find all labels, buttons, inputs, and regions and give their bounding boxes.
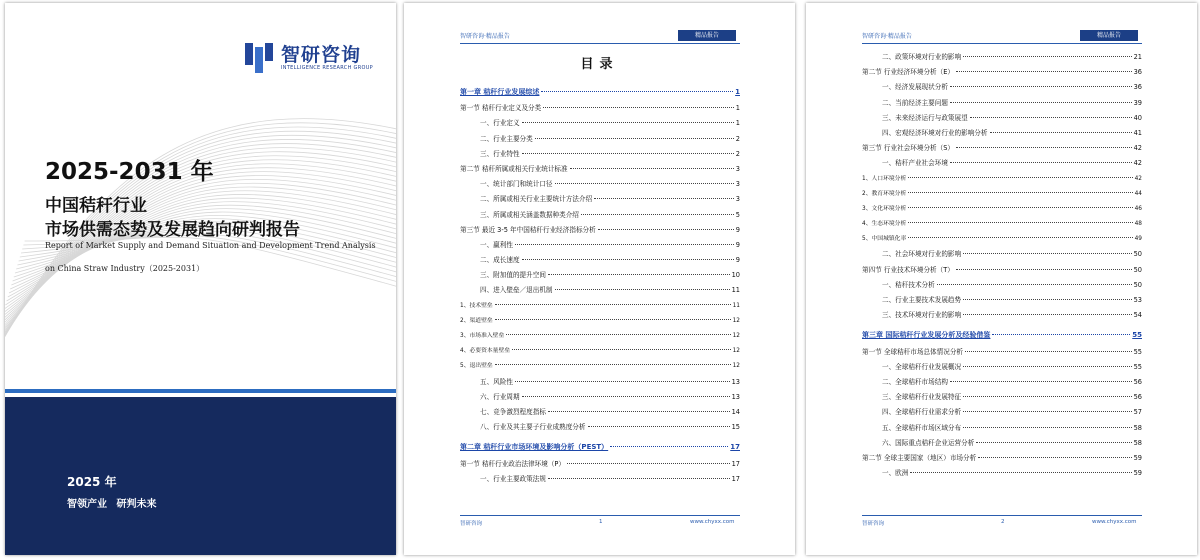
toc-entry-page: 3 (735, 195, 740, 204)
toc-entry-page: 9 (735, 256, 740, 265)
toc-entry[interactable] (862, 294, 1142, 309)
toc-entry-page: 57 (1133, 408, 1142, 417)
dot-leader (522, 396, 730, 397)
toc-entry-page: 2 (735, 149, 740, 158)
toc-entry-page: 12 (732, 333, 740, 339)
toc-entry-page: 3 (735, 180, 740, 189)
toc-entry[interactable] (460, 421, 740, 436)
toc-entry-page: 12 (732, 363, 740, 370)
dot-leader (535, 138, 734, 139)
toc-entry-title: 第二节 秸秆所属或相关行业统计标准 (460, 164, 568, 173)
toc-entry-page: 9 (735, 225, 740, 234)
toc-entry-title: 四、进入壁垒／退出机制 (480, 286, 553, 295)
toc-entry-title: 三、所属或相关涵盖数据种类介绍 (480, 210, 579, 219)
toc-entry-title: 二、成长速度 (480, 256, 520, 265)
toc-entry[interactable] (862, 218, 1142, 233)
toc-entry-page: 9 (735, 240, 740, 249)
toc-entry-title: 第一节 秸秆行业政治法律环境（P） (460, 459, 565, 468)
dot-leader (908, 207, 1132, 208)
toc-entry-page: 1 (735, 88, 740, 96)
toc-entry-page: 46 (1134, 205, 1142, 212)
toc-entry-title: 第二章 秸秆行业市场环境及影响分析（PEST） (460, 443, 609, 452)
toc-entry-title: 六、国际重点秸秆企业运营分析 (882, 438, 975, 447)
toc-chapter-entry[interactable] (460, 87, 740, 102)
dot-leader (963, 299, 1131, 300)
toc-entry[interactable] (862, 346, 1142, 361)
toc-entry-page: 50 (1133, 265, 1142, 274)
dot-leader (522, 259, 734, 260)
report-cover-page (5, 3, 396, 555)
dot-leader (910, 472, 1131, 473)
toc-entry[interactable] (460, 102, 740, 117)
dot-leader (908, 192, 1132, 193)
dot-leader (598, 229, 734, 230)
dot-leader (522, 153, 734, 154)
dot-leader (543, 107, 734, 108)
toc-entry[interactable] (862, 376, 1142, 391)
toc-entry[interactable] (460, 133, 740, 148)
toc-entry-page: 58 (1133, 438, 1142, 447)
toc-entry-title: 5、中国城镇化率 (862, 236, 907, 243)
cover-divider (5, 389, 396, 393)
toc-entry-title: 4、生态环境分析 (862, 221, 907, 228)
toc-entry-page: 59 (1133, 469, 1142, 478)
toc-entry-title: 二、行业主要分类 (480, 134, 533, 143)
toc-entry[interactable] (862, 391, 1142, 406)
toc-entry[interactable] (862, 66, 1142, 81)
toc-entry-page: 59 (1133, 453, 1142, 462)
toc-entry-title: 一、统计部门和统计口径 (480, 180, 553, 189)
toc-entry[interactable] (862, 97, 1142, 112)
toc-entry[interactable] (460, 284, 740, 299)
toc-entry-title: 5、退出壁垒 (460, 363, 493, 370)
toc-entry-page: 11 (732, 302, 740, 309)
toc-entry-title: 2、教育环境分析 (862, 190, 907, 197)
toc-entry-title: 3、文化环境分析 (862, 205, 907, 212)
toc-entry[interactable] (862, 81, 1142, 96)
dot-leader (956, 147, 1132, 148)
dot-leader (992, 334, 1130, 335)
footer-brand: 智研咨询 (460, 521, 483, 527)
toc-entry-title: 一、赢利性 (480, 240, 513, 249)
toc-entry-title: 一、欧洲 (882, 469, 909, 478)
page-header-tag: 精品报告 (678, 30, 736, 41)
toc-entry[interactable] (460, 193, 740, 208)
toc-entry-title: 一、秸秆技术分析 (882, 280, 935, 289)
toc-entry-title: 六、行业周期 (480, 392, 520, 401)
dot-leader (570, 168, 734, 169)
dot-leader (506, 334, 730, 335)
toc-entry-page: 44 (1134, 190, 1142, 197)
footer-rule (460, 515, 740, 516)
dot-leader (963, 314, 1131, 315)
toc-entry[interactable] (460, 345, 740, 360)
toc-entry[interactable] (460, 163, 740, 178)
toc-entry-page: 1 (735, 104, 740, 113)
toc-entry[interactable] (862, 361, 1142, 376)
toc-entry-page: 5 (735, 210, 740, 219)
header-rule (862, 43, 1142, 44)
toc-entry[interactable] (460, 315, 740, 330)
dot-leader (548, 478, 730, 479)
toc-entry-title: 第三章 国际秸秆行业发展分析及经验借鉴 (862, 331, 991, 340)
footer-website: www.chyxx.com (690, 519, 735, 525)
toc-entry-title: 第一节 秸秆行业定义及分类 (460, 104, 542, 113)
toc-entry-page: 1 (735, 119, 740, 128)
toc-entry[interactable] (460, 239, 740, 254)
dot-leader (522, 122, 734, 123)
toc-entry[interactable] (862, 51, 1142, 66)
dot-leader (495, 364, 731, 365)
toc-entry-title: 第一节 全球秸秆市场总体情况分析 (862, 347, 964, 356)
toc-entry[interactable] (460, 330, 740, 345)
toc-entry-page: 55 (1132, 331, 1142, 340)
toc-entry[interactable] (862, 203, 1142, 218)
toc-entry-title: 三、未来经济运行与政策展望 (882, 113, 968, 122)
dot-leader (937, 284, 1132, 285)
toc-entry-page: 3 (735, 164, 740, 173)
toc-entry-title: 一、行业主要政策法规 (480, 474, 546, 483)
toc-entry-title: 二、政策环境对行业的影响 (882, 53, 962, 61)
toc-entry[interactable] (460, 376, 740, 391)
toc-entry-page: 2 (735, 134, 740, 143)
toc-entry-title: 第二节 行业经济环境分析（E） (862, 68, 954, 77)
toc-entry-page: 41 (1133, 128, 1142, 137)
toc-entry-page: 53 (1133, 296, 1142, 304)
toc-entry-title: 三、全球秸秆行业发展特征 (882, 393, 962, 402)
dot-leader (567, 463, 730, 464)
toc-entry[interactable] (862, 309, 1142, 324)
toc-entry[interactable] (460, 473, 740, 488)
dot-leader (950, 86, 1132, 87)
dot-leader (963, 396, 1131, 397)
dot-leader (515, 381, 730, 382)
dot-leader (950, 102, 1132, 103)
dot-leader (908, 237, 1132, 238)
toc-entry-title: 二、当前经济主要问题 (882, 98, 948, 107)
dot-leader (963, 411, 1131, 412)
toc-entry-title: 1、人口环境分析 (862, 175, 907, 182)
toc-title: 目录 (580, 57, 619, 72)
toc-list (862, 51, 1142, 482)
toc-entry-page: 58 (1133, 423, 1142, 432)
toc-entry-title: 二、社会环境对行业的影响 (882, 250, 962, 259)
toc-entry-page: 17 (730, 443, 740, 452)
toc-page-2 (806, 3, 1197, 555)
dot-leader (956, 269, 1132, 270)
toc-entry[interactable] (460, 117, 740, 132)
dot-leader (610, 446, 728, 447)
report-year-range: 2025-2031 年 (45, 159, 214, 185)
dot-leader (950, 381, 1132, 382)
toc-entry-title: 七、竞争激烈程度指标 (480, 407, 546, 416)
toc-entry-page: 42 (1134, 175, 1142, 182)
toc-entry-page: 15 (731, 423, 740, 432)
logo-name: 智研咨询 (281, 44, 362, 66)
logo-mark-icon (245, 43, 275, 73)
toc-entry[interactable] (862, 422, 1142, 437)
footer-page-number: 1 (599, 519, 603, 525)
dot-leader (963, 427, 1131, 428)
toc-entry-page: 55 (1133, 347, 1142, 356)
toc-entry[interactable] (862, 142, 1142, 157)
toc-entry-title: 五、全球秸秆市场区域分布 (882, 423, 962, 432)
footer-brand: 智研咨询 (862, 521, 885, 527)
dot-leader (908, 177, 1132, 178)
cover-footer-band (5, 397, 396, 555)
toc-list (460, 87, 740, 488)
dot-leader (970, 117, 1132, 118)
dot-leader (908, 222, 1132, 223)
toc-entry-title: 1、技术壁垒 (460, 302, 493, 309)
toc-entry[interactable] (460, 254, 740, 269)
brand-logo (245, 43, 373, 73)
toc-entry-page: 48 (1134, 221, 1142, 228)
toc-entry[interactable] (862, 127, 1142, 142)
toc-entry-title: 一、经济发展现状分析 (882, 83, 948, 92)
dot-leader (978, 457, 1131, 458)
toc-entry-page: 13 (731, 377, 740, 386)
report-title-line1: 中国秸秆行业 (45, 196, 147, 216)
cover-slogan: 智领产业 研判未来 (67, 499, 157, 510)
toc-entry-title: 三、附加值的提升空间 (480, 271, 546, 280)
toc-entry-page: 55 (1133, 362, 1142, 371)
dot-leader (594, 198, 734, 199)
report-english-title-line2: on China Straw Industry（2025-2031） (45, 264, 205, 273)
toc-entry-title: 第二节 全球主要国家（地区）市场分析 (862, 453, 977, 462)
toc-entry-page: 50 (1133, 250, 1142, 259)
toc-chapter-entry[interactable] (460, 442, 740, 457)
toc-entry[interactable] (862, 452, 1142, 467)
dot-leader (548, 274, 730, 275)
toc-entry[interactable] (862, 188, 1142, 203)
toc-entry-page: 49 (1134, 236, 1142, 243)
toc-entry[interactable] (460, 391, 740, 406)
toc-entry[interactable] (862, 279, 1142, 294)
toc-entry[interactable] (460, 209, 740, 224)
dot-leader (963, 253, 1131, 254)
toc-entry-title: 第一章 秸秆行业发展综述 (460, 88, 540, 96)
toc-entry-page: 56 (1133, 377, 1142, 386)
dot-leader (976, 442, 1131, 443)
toc-entry[interactable] (862, 406, 1142, 421)
toc-entry-title: 八、行业及其主要子行业成熟度分析 (480, 423, 586, 432)
dot-leader (956, 71, 1132, 72)
toc-entry[interactable] (460, 360, 740, 375)
footer-rule (862, 515, 1142, 516)
dot-leader (965, 351, 1132, 352)
toc-entry[interactable] (460, 300, 740, 315)
toc-entry-page: 12 (732, 317, 740, 324)
toc-entry[interactable] (460, 458, 740, 473)
toc-entry[interactable] (862, 264, 1142, 279)
toc-entry-page: 17 (731, 459, 740, 468)
toc-entry-page: 56 (1133, 393, 1142, 402)
toc-entry-page: 42 (1133, 144, 1142, 153)
toc-entry-title: 4、必要资本量壁垒 (460, 348, 511, 355)
toc-entry[interactable] (862, 157, 1142, 172)
dot-leader (581, 214, 734, 215)
dot-leader (541, 91, 733, 92)
toc-entry-title: 一、行业定义 (480, 119, 520, 128)
toc-entry-page: 39 (1133, 98, 1142, 107)
toc-entry-page: 17 (731, 474, 740, 483)
toc-entry-page: 10 (731, 271, 740, 280)
dot-leader (555, 183, 734, 184)
toc-page-1 (404, 3, 795, 555)
toc-entry-page: 14 (731, 407, 740, 416)
page-header-label: 智研咨询·精品报告 (862, 33, 912, 40)
toc-entry[interactable] (460, 148, 740, 163)
toc-entry-page: 11 (731, 286, 740, 295)
toc-entry[interactable] (862, 233, 1142, 248)
page-header-label: 智研咨询·精品报告 (460, 33, 510, 40)
toc-entry[interactable] (862, 173, 1142, 188)
dot-leader (555, 289, 730, 290)
toc-entry-page: 36 (1133, 83, 1142, 92)
dot-leader (588, 426, 730, 427)
toc-entry[interactable] (460, 178, 740, 193)
toc-entry-title: 3、市场准入壁垒 (460, 333, 505, 339)
footer-website: www.chyxx.com (1092, 519, 1137, 525)
toc-chapter-entry[interactable] (862, 330, 1142, 345)
report-english-title-line1: Report of Market Supply and Demand Situation and Development Trend Analysis (45, 241, 376, 250)
toc-entry-title: 三、行业特性 (480, 149, 520, 158)
dot-leader (515, 244, 734, 245)
toc-entry-page: 54 (1133, 311, 1142, 320)
toc-entry-title: 第四节 行业技术环境分析（T） (862, 265, 954, 274)
toc-entry-title: 一、全球秸秆行业发展概况 (882, 362, 962, 371)
dot-leader (548, 411, 730, 412)
toc-entry-title: 一、秸秆产业社会环境 (882, 159, 948, 168)
toc-entry-title: 三、技术环境对行业的影响 (882, 311, 962, 320)
toc-entry-page: 13 (731, 392, 740, 401)
toc-entry-title: 二、全球秸秆市场结构 (882, 377, 948, 386)
dot-leader (512, 349, 731, 350)
toc-entry[interactable] (862, 112, 1142, 127)
toc-entry-title: 四、全球秸秆行业需求分析 (882, 408, 962, 417)
footer-page-number: 2 (1001, 519, 1005, 525)
page-header-tag: 精品报告 (1080, 30, 1138, 41)
dot-leader (495, 304, 731, 305)
toc-entry-page: 40 (1133, 113, 1142, 122)
dot-leader (950, 162, 1132, 163)
toc-entry-title: 第三节 行业社会环境分析（S） (862, 144, 954, 153)
toc-entry-page: 50 (1133, 280, 1142, 289)
toc-entry-title: 第三节 最近 3-5 年中国秸秆行业经济指标分析 (460, 225, 596, 234)
toc-entry-page: 42 (1133, 159, 1142, 168)
toc-entry-title: 二、行业主要技术发展趋势 (882, 296, 962, 304)
toc-entry[interactable] (460, 224, 740, 239)
toc-entry[interactable] (862, 437, 1142, 452)
dot-leader (990, 132, 1132, 133)
toc-entry[interactable] (460, 406, 740, 421)
toc-entry[interactable] (862, 467, 1142, 482)
dot-leader (963, 56, 1131, 57)
report-title-line2: 市场供需态势及发展趋向研判报告 (45, 220, 300, 240)
toc-entry-page: 12 (732, 348, 740, 355)
toc-entry[interactable] (460, 269, 740, 284)
cover-year: 2025 年 (67, 475, 117, 489)
toc-entry-title: 五、风险性 (480, 377, 513, 386)
header-rule (460, 43, 740, 44)
dot-leader (963, 366, 1131, 367)
toc-entry-page: 36 (1133, 68, 1142, 77)
toc-entry-title: 四、宏观经济环境对行业的影响分析 (882, 128, 988, 137)
toc-entry-title: 二、所属或相关行业主要统计方法介绍 (480, 195, 593, 204)
dot-leader (495, 319, 731, 320)
logo-subtitle: INTELLIGENCE RESEARCH GROUP (281, 65, 373, 71)
toc-entry-title: 2、渠道壁垒 (460, 317, 493, 324)
toc-entry[interactable] (862, 248, 1142, 263)
toc-entry-page: 21 (1133, 53, 1142, 61)
